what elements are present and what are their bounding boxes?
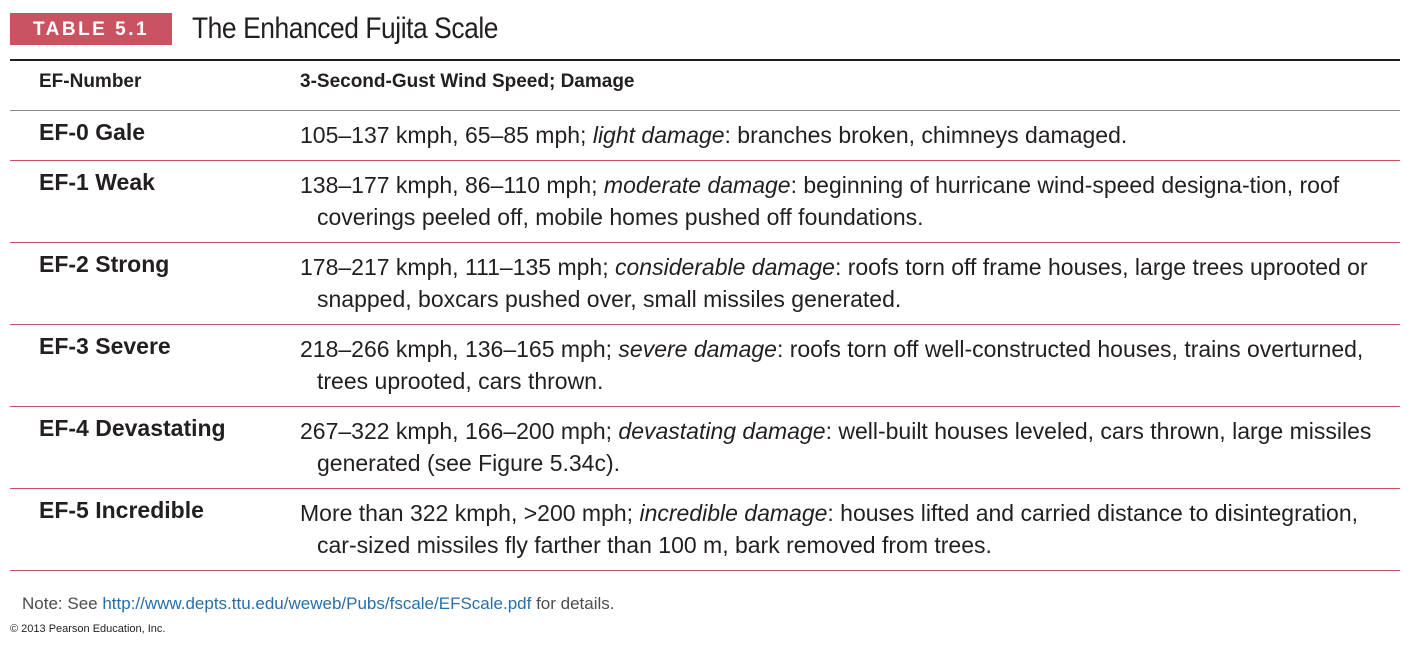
note-prefix: Note: See (22, 594, 103, 613)
table-title: The Enhanced Fujita Scale (192, 12, 499, 45)
wind-speed-text: 178–217 kmph, 111–135 mph; (300, 254, 615, 280)
rating-description (300, 119, 1395, 151)
wind-speed-text: 138–177 kmph, 86–110 mph; (300, 172, 604, 198)
damage-details-text: : houses lifted and carried distance to disintegration, car-sized missiles fly farther than 100 m, bark removed from trees. (317, 500, 1359, 558)
damage-details-text: : well-built houses leveled, cars thrown, large missiles generated (see Figure 5.34c). (317, 418, 1372, 476)
table-header (10, 12, 540, 46)
damage-details-text: : roofs torn off frame houses, large trees uprooted or snapped, boxcars pushed over, small missiles generated. (317, 254, 1368, 312)
damage-level-text: considerable damage (615, 254, 835, 280)
note-suffix: for details. (531, 594, 615, 613)
table-row (10, 111, 1400, 161)
column-header-ef-number: EF-Number (39, 71, 142, 92)
ef-rating-label: EF-5 Incredible (39, 497, 204, 523)
rating-description (300, 497, 1395, 561)
top-rule (10, 59, 1400, 61)
damage-details-text: : beginning of hurricane wind-speed designa-tion, roof coverings peeled off, mobile homes pushed off foundations. (317, 172, 1340, 230)
rating-description (300, 169, 1395, 233)
rating-description (300, 333, 1395, 397)
damage-level-text: devastating damage (618, 418, 826, 444)
damage-level-text: incredible damage (639, 500, 828, 526)
wind-speed-text: 218–266 kmph, 136–165 mph; (300, 336, 619, 362)
table-number-badge: TABLE 5.1 (10, 13, 172, 45)
damage-details-text: : roofs torn off well-constructed houses, trains overturned, trees uprooted, cars thrown. (317, 336, 1364, 394)
damage-level-text: moderate damage (603, 172, 791, 198)
source-link[interactable]: http://www.depts.ttu.edu/weweb/Pubs/fscale/EFScale.pdf (102, 594, 532, 613)
damage-level-text: light damage (592, 122, 725, 148)
table-row (10, 325, 1400, 407)
ef-rating-label: EF-4 Devastating (39, 415, 226, 441)
column-header-description: 3-Second-Gust Wind Speed; Damage (300, 71, 635, 92)
table-note (22, 594, 615, 614)
wind-speed-text: 105–137 kmph, 65–85 mph; (300, 122, 593, 148)
copyright-notice: © 2013 Pearson Education, Inc. (10, 623, 166, 635)
damage-level-text: severe damage (618, 336, 777, 362)
ef-rating-label: EF-2 Strong (39, 251, 170, 277)
table-row (10, 489, 1400, 571)
table-row (10, 161, 1400, 243)
rating-description (300, 415, 1395, 479)
damage-details-text: : branches broken, chimneys damaged. (724, 122, 1128, 148)
wind-speed-text: 267–322 kmph, 166–200 mph; (300, 418, 619, 444)
ef-rating-label: EF-0 Gale (39, 119, 146, 145)
wind-speed-text: More than 322 kmph, >200 mph; (300, 500, 640, 526)
table-row (10, 407, 1400, 489)
table-row (10, 243, 1400, 325)
ef-rating-label: EF-3 Severe (39, 333, 171, 359)
ef-rating-label: EF-1 Weak (39, 169, 155, 195)
rating-description (300, 251, 1395, 315)
